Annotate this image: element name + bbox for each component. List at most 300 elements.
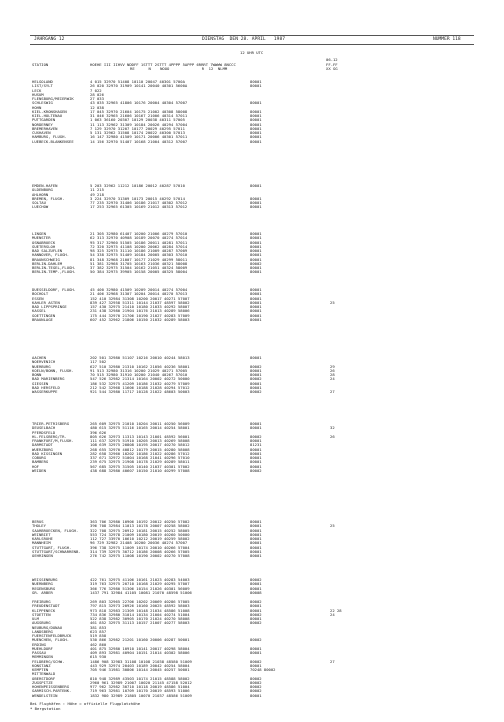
station-code: 80001 [250,108,262,114]
station-name: LUEBECK-BLANKENSEE [32,138,74,144]
station-name: WASSERKUPPE [32,389,58,394]
observation-data: 117 502 [90,359,107,365]
observation-data: 5 131 32962 31508 10174 20022 40300 57013 [90,130,185,135]
observation-data: 438 688 32980 40607 10150 21010 40299 57008 [90,467,190,473]
station-name: WENDELSTEIN [32,692,58,698]
station-code: 80001 [250,581,262,587]
header-number: NUMMER 118 [433,37,461,42]
station-name: GUETERSLOH [32,243,56,249]
station-code: 80001 [250,650,262,655]
station-name: DEUSELBACH [32,425,56,431]
station-name: ERDING [32,641,46,647]
station-name: THOLEY [32,523,46,529]
station-name: BREMEN, FLUGH. [32,195,65,201]
station-code: 80001 [250,121,262,127]
observation-data: 50 384 32975 39905 10158 20005 40325 58004 [90,269,188,275]
station-code: 80001 [250,134,262,140]
observation-data: 112 727 33970 10610 10212 20019 40259 58002 [90,536,190,541]
station-row [0,270,504,274]
observation-data: 530 866 32982 21201 10160 20006 40287 50001 [90,637,190,643]
observation-data: 265 609 32975 21010 10204 20011 40250 56009 [90,421,190,426]
station-name: ULM [32,616,39,621]
station-group [0,422,504,473]
observation-data: 31 046 32965 21606 10167 21006 40314 57011 [90,113,188,118]
observation-data: 322 708 32975 20912 10181 20015 40252 58005 [90,527,190,533]
station-name: NOERVENICH [32,359,56,365]
observation-data: 70 515 32980 31910 10200 21040 40267 57010 [90,372,188,377]
station-name: DUESSELDORF, FLUGH. [32,287,76,292]
observation-data: 553 724 32978 21009 10180 20019 40260 50000 [90,531,190,537]
observation-data: 98 325 32975 31110 10186 21009 40287 57009 [90,248,188,253]
station-code: 80001 [250,455,262,460]
observation-data: 2960 961 32989 21007 10020 21145 47158 52012 [90,679,192,685]
observation-data: 17 045 32970 21604 10175 21002 40308 58008 [90,108,188,114]
station-row [0,390,504,394]
observation-data: 443 929 32974 20403 10189 20042 40254 58004 [90,662,190,668]
observation-data: 21 305 32980 61407 10200 21006 40279 57010 [90,231,188,236]
station-name: BOCHOLT [32,291,49,297]
station-code: 80001 [250,308,262,314]
header-rule-bottom [30,44,474,45]
station-code: 81231 [250,442,262,448]
station-code: 80001 [250,544,262,550]
station-code: 80002 [250,467,262,473]
footer-mountain-note: * Bergstation [30,706,61,711]
station-code: 80001 [250,459,262,465]
gust-value: 25 [330,299,335,305]
observation-data: 705 946 31981 30806 10144 20045 40257 50001 [90,667,190,672]
station-code: 80001 [250,645,262,651]
station-code: 80002 [250,363,262,369]
station-code: 80001 [250,316,262,322]
station-code: 80001 [250,138,262,144]
station-name: BAD HERSFELD [32,384,60,390]
station-group [0,356,504,394]
station-name: AACHEN [32,355,46,360]
station-code: 80001 [250,125,262,131]
station-name: BAD KISSINGEN [32,450,63,456]
station-name: MUENSTER [32,235,51,241]
station-name: HUSUM [32,91,44,97]
station-name: LANDSBERG [32,628,53,634]
station-name: KOELN/BONN, FLUGH. [32,367,74,373]
station-name: KONSTANZ [32,662,51,668]
station-name: MANNHEIM [32,540,51,546]
observation-data: 111 637 32975 51910 10205 20013 40269 58008 [90,438,190,443]
observation-data: 16 147 32980 41509 10171 20006 40301 57011 [90,134,188,140]
observation-data: 108 639 32975 20808 10195 20017 40270 58012 [90,442,190,448]
station-name: KIEL-HOLTENAU [32,113,63,118]
observation-data: 11 215 [90,187,104,193]
header-date: DIENSTAG DEN 28. APRIL 1987 [202,37,285,42]
observation-data: 202 501 32980 51107 10216 20010 40244 58013 [90,355,190,360]
station-code: 80002 [250,260,262,266]
observation-data: 152 410 32984 31308 10200 20017 40271 57007 [90,295,190,301]
observation-data: 623 857 [90,628,107,634]
station-code: 80001 [250,519,262,524]
gust-value: 32 [330,425,335,431]
observation-data: 5 203 32962 11212 10186 20012 40287 57010 [90,183,185,188]
station-code: 80001 [250,421,262,426]
station-code: 80001 [250,183,262,188]
station-code: 80002 [250,433,262,439]
station-name: BAD LIPPSPRINGE [32,304,67,309]
station-name: FRANKFURT/M,FLUGH. [32,438,74,443]
station-row [0,205,504,209]
header-volume: JAHRGANG 12 [34,37,65,42]
observation-data: 422 761 32975 41106 10161 21023 40283 54003 [90,577,190,582]
station-code: 80002 [250,599,262,604]
station-code: 80001 [250,607,262,613]
station-name: STUTTGART, FLUGH. [32,544,72,550]
station-group [0,232,504,275]
gust-value: 28 [330,372,335,377]
station-name: FREIBURG [32,599,51,604]
station-name: HOHN [32,104,42,110]
observation-data: 81 348 32968 21007 10177 21029 40299 58011 [90,256,188,262]
observation-data: 805 626 32973 11313 10143 21001 48592 56001 [90,433,190,439]
observation-data: 72 320 32975 41108 10200 20062 40284 57014 [90,243,188,249]
station-name: OBERSTDORF [32,675,56,681]
station-name: WEIDEN [32,467,46,473]
station-code: 80001 [250,312,262,318]
station-row [0,318,504,322]
station-name: HOHENPEISSENBERG [32,684,70,689]
station-name: MUEHLDORF [32,645,53,651]
station-code: 80001 [250,231,262,236]
footer-note: Bei Flughäfen : Höhe = offizielle Flugplatzhöhe [30,701,141,706]
station-code: 80001 [250,603,262,609]
station-code: 80001 [250,380,262,386]
observation-data: 157 430 32975 21410 10180 21033 40292 58007 [90,304,190,309]
station-name: DARMSTADT [32,442,53,448]
station-code: 80001 [250,100,262,106]
station-name: HL.FELSBERG/TR. [32,433,67,439]
station-code: 80001 [250,450,262,456]
station-code: 80002 [250,637,262,643]
station-code: 80001 [250,355,262,360]
station-name: MEMMINGEN [32,654,53,660]
station-code: 80001 [250,130,262,135]
station-name: GARMISCH-PARTENK. [32,688,72,694]
station-code: 80001 [250,256,262,262]
station-name: OLDENBURG [32,187,53,193]
observation-data: 401 875 32980 10910 10141 20017 40298 58004 [90,645,190,651]
station-name: AHLHORN [32,191,49,197]
station-name: BAD MARIENBERG [32,376,65,382]
observation-data: 363 706 32980 10906 10192 20012 40250 57002 [90,519,190,524]
observation-data: 461 852 32975 31113 10157 21007 40277 58003 [90,620,190,626]
station-code: 80001 [250,243,262,249]
observation-data: 28 026 [90,91,104,97]
observation-data: 3 224 32970 31309 10173 20015 40292 57014 [90,195,185,201]
observation-data: 977 962 32982 30710 10118 20019 48586 51004 [90,684,190,689]
station-name: FLENSBURG/MEIERWIK [32,96,74,101]
station-code: 80001 [250,531,262,537]
station-code: 70248 80002 [250,667,276,672]
station-row [0,469,504,473]
gust-value: 26 [330,433,335,439]
station-name: COBURG [32,455,46,460]
gust-value: 25 [330,523,335,529]
observation-data: 734 836 32980 31014 10134 21004 40274 51004 [90,611,190,617]
station-name: STOETTEN [32,611,51,617]
observation-data: 337 671 32972 51004 10168 21041 40296 57010 [90,455,190,460]
station-code: 80001 [250,527,262,533]
station-group [0,600,504,698]
observation-data: 282 658 32960 10202 10186 21022 40286 57012 [90,450,190,456]
station-name: FELDBERG/SCHW. [32,658,65,664]
observation-data: 4 015 32970 51408 10110 20047 40301 5700A [90,79,185,84]
observation-data: 17 253 32965 61305 10169 21012 40313 57012 [90,204,188,210]
station-row [0,591,504,595]
station-name: GOETTINGEN [32,312,56,318]
station-group [0,80,504,144]
station-name: WUERZBURG [32,446,53,452]
station-name: KIEL-KRONSHAGEN [32,108,67,114]
station-code: 80002 [250,684,262,689]
station-name: BERLIN-TEGEL,FLUGH. [32,265,76,270]
observation-data: 567 685 32975 31505 10140 21037 40301 57002 [90,463,190,469]
gust-value: 29 [330,363,335,369]
station-name: CUXHAVEN [32,130,51,135]
station-code: 80001 [250,438,262,443]
observation-data: 11 113 32962 31309 10184 20026 40294 57004 [90,121,188,127]
station-code: 80001 [250,204,262,210]
station-code: 80001 [250,295,262,301]
station-code: 80001 [250,372,262,377]
observation-data: 186 532 32975 41209 10186 21032 40279 57009 [90,380,190,386]
station-code: 80002 [250,688,262,694]
station-name: ESSEN [32,295,44,301]
observation-data: 239 675 32975 21908 10178 21029 40289 58011 [90,459,190,465]
gust-value: 26 [330,367,335,373]
station-code: 80001 [250,662,262,668]
station-code: 80001 [250,265,262,270]
observation-data: 480 615 32975 51116 10165 20014 40254 58001 [90,425,190,431]
station-name: LUECHOW [32,204,49,210]
station-name: NEUBURG/DONAU [32,624,63,630]
observation-data: 366 776 32980 51306 10154 21026 40301 56009 [90,585,190,591]
column-header-line1: HOEHE III IIHVV NDDFF 1STTT 2STTT 4PPPP 5APPP 6RRRT 7WWWW 8NCCC [90,62,236,67]
column-header-line2: RE N NOOO R 12 NLMM [130,66,228,71]
station-name: AUGSBURG [32,620,51,626]
station-name: SOLTAU [32,200,46,205]
observation-data: 409 893 32981 40904 10151 21014 40302 58006 [90,650,190,655]
observation-data: 462 860 [90,641,107,647]
observation-data: 396 738 32975 11009 10174 20010 40266 57004 [90,544,190,550]
observation-data: 607 452 32962 21806 10150 21032 40289 58003 [90,316,190,322]
observation-data: 1437 791 32984 41105 10081 21070 48598 51006 [90,589,192,595]
observation-data: 12 038 [90,104,104,110]
station-code: 80001 [250,252,262,258]
observation-data: 175 444 32970 21706 10190 21027 40283 57009 [90,312,190,318]
column-xxgg: XX GG [326,66,338,71]
station-name: NORDERNEY [32,121,53,127]
observation-data: 396 626 [90,429,107,435]
observation-data: 276 742 32975 11008 10190 20002 40270 57008 [90,553,190,558]
observation-data: 839 427 32958 51311 10144 21037 48597 58002 [90,299,190,305]
station-row [0,554,504,558]
station-name: BERLIN-DAHLEM [32,260,63,266]
station-name: BREMERHAVEN [32,125,58,131]
observation-data: 62 313 32970 40908 10189 20070 40274 57014 [90,235,188,241]
station-code: 80001 [250,269,262,275]
station-code: 80001 [250,83,262,89]
observation-data: 14 156 32970 51407 10168 21004 40312 57007 [90,138,188,144]
observation-data: 615 930 [90,654,107,660]
station-code: 80001 [250,113,262,118]
station-code: 80001 [250,384,262,390]
station-name: HANNOVER, FLUGH. [32,252,70,258]
observation-data: 21 406 32968 31307 10204 20014 40270 57013 [90,291,188,297]
station-name: LINGEN [32,231,46,236]
station-code: 80008 [250,589,262,595]
observation-data: 522 838 32982 30905 10170 21024 40270 58008 [90,616,190,621]
station-code: 80001 [250,235,262,241]
station-name: PASSAU [32,650,46,655]
observation-data: 26 020 32970 31909 10141 20040 40301 5600A [90,83,188,89]
station-code: 80001 [250,463,262,469]
station-code: 80001 [250,239,262,245]
station-code: 80001 [250,540,262,546]
station-name: NUERNBERG [32,581,53,587]
station-row [0,140,504,144]
station-code: 80001 [250,200,262,205]
observation-data: 51 381 32968 31705 10163 21036 40321 58008 [90,260,188,266]
observation-data: 719 963 32981 10709 10170 20019 48593 51006 [90,688,190,694]
header-rule-top [30,35,474,36]
station-name: NUERBURG [32,363,51,369]
station-name: PUTTGARDEN [32,117,56,123]
station-name: KARLSRUHE [32,536,53,541]
station-name: OSNABRUECK [32,239,56,245]
time-label: 12 UHR UTC [240,50,264,55]
station-code: 80001 [250,304,262,309]
station-code: 80001 [250,585,262,591]
station-name: FUERSTENFELDBRUCK [32,633,72,638]
station-name: HAMBURG, FLUGH. [32,134,67,140]
station-name: EMDEN-HAFEN [32,183,58,188]
station-code: 80002 [250,620,262,626]
station-group [0,578,504,595]
station-name: HELGOLAND [32,79,53,84]
observation-data: 381 853 [90,624,107,630]
observation-data: 43 035 32965 41806 10176 20004 40304 57007 [90,100,188,106]
station-code: 80001 [250,523,262,529]
station-name: BAMBERG [32,459,49,465]
station-name: BRAUNLAGE [32,316,53,322]
observation-data: 810 948 32989 43503 10174 21015 48588 58002 [90,675,190,681]
station-group [0,184,504,210]
column-station: STATION [32,62,49,67]
station-name: SCHLESWIG [32,100,53,106]
station-code: 80001 [250,299,262,305]
station-code: 80001 [250,117,262,123]
observation-data: 797 815 32973 20926 10160 20025 48592 58003 [90,603,190,609]
observation-data: 268 655 32970 40812 10179 20015 40280 58008 [90,446,190,452]
observation-data: 91 513 32980 31316 10200 21029 40271 57005 [90,367,188,373]
station-code: 80001 [250,287,262,292]
station-name: GIESSEN [32,380,49,386]
station-group [0,288,504,322]
observation-data: 1832 980 32989 21805 10070 21037 48586 51009 [90,692,192,698]
station-name: MITTENWALD [32,671,56,677]
observation-data: 7 129 32970 31207 10177 20029 40295 57011 [90,125,185,131]
observation-data: 519 858 [90,633,107,638]
station-code: 80002 [250,577,262,582]
station-code: 80001 [250,195,262,201]
station-code: 80001 [250,692,262,698]
column-ff: FF-FF [326,62,338,67]
gust-value: 27 [330,658,335,664]
station-group [0,520,504,558]
station-code: 80002 [250,675,262,681]
observation-data: 1 063 36160 20307 10129 20038 40311 57005 [90,117,185,123]
station-code: 80002 [250,679,262,685]
station-name: KAHLER ASTEN [32,299,60,305]
station-name: WEISSENBURG [32,577,58,582]
station-code: 80001 [250,248,262,253]
station-name: BONN [32,372,42,377]
station-code: 80002 [250,389,262,394]
gust-value: 24 [330,376,335,382]
station-name: BAD SALZUFLEN [32,248,63,253]
station-code: 80001 [250,425,262,431]
observation-data: 319 763 32975 20710 10168 21029 40295 57007 [90,581,190,587]
station-name: STUTTGART/SCHNARRENB. [32,548,81,554]
station-code: 80002 [250,658,262,664]
observation-data: 1486 908 32983 31108 10108 21038 48580 51009 [90,658,192,664]
station-name: LIST/SYLT [32,83,53,89]
station-code: 80001 [250,446,262,452]
gust-value: 22 28 [330,607,342,613]
observation-data: 45 400 32980 41509 10209 20014 40274 57004 [90,287,188,292]
station-code: 80001 [250,291,262,297]
observation-data: 314 739 32975 30712 10186 20008 40266 57005 [90,548,190,554]
observation-data: 96 729 32982 21408 10200 20036 40274 57007 [90,540,188,546]
station-name: KEMPTEN [32,667,49,672]
observation-data: 921 544 32980 11717 10128 21022 48603 50003 [90,389,190,394]
observation-data: 973 818 32983 21309 10148 21034 48586 51008 [90,607,190,613]
station-code: 80001 [250,536,262,541]
observation-data: 95 317 32960 51505 10186 20011 40281 57011 [90,239,188,245]
station-code: 80002 [250,611,262,617]
station-name: PFERDSFELD [32,429,56,435]
station-name: KASSEL [32,308,46,314]
station-code: 80001 [250,616,262,621]
observation-data: 396 708 32984 11013 10178 20007 40258 58002 [90,523,190,529]
station-name: FREUDENSTADT [32,603,60,609]
station-code: 80001 [250,367,262,373]
station-name: BRAUNSCHWEIG [32,256,60,262]
gust-value: 27 [330,389,335,394]
station-name: ZUGSPITZE [32,679,53,685]
station-code: 80001 [250,553,262,558]
station-name: WEINBIET [32,531,51,537]
observation-data: 627 510 32980 21310 10162 21056 40236 58001 [90,363,190,369]
observation-data: 54 338 32975 51409 10184 20005 40303 57010 [90,252,188,258]
observation-data: 37 382 32975 31504 10162 21051 40324 58009 [90,265,188,270]
station-name: SAARBRUECKEN, FLUGH. [32,527,79,533]
station-name: REGENSBURG [32,585,56,591]
station-code: 80001 [250,548,262,554]
observation-data: 231 438 32980 21904 10176 21013 40289 58006 [90,308,190,314]
station-code: 80001 [250,79,262,84]
station-name: BERUS [32,519,44,524]
station-name: MUENCHEN, FLUGH. [32,637,70,643]
station-name: LECK [32,87,42,93]
